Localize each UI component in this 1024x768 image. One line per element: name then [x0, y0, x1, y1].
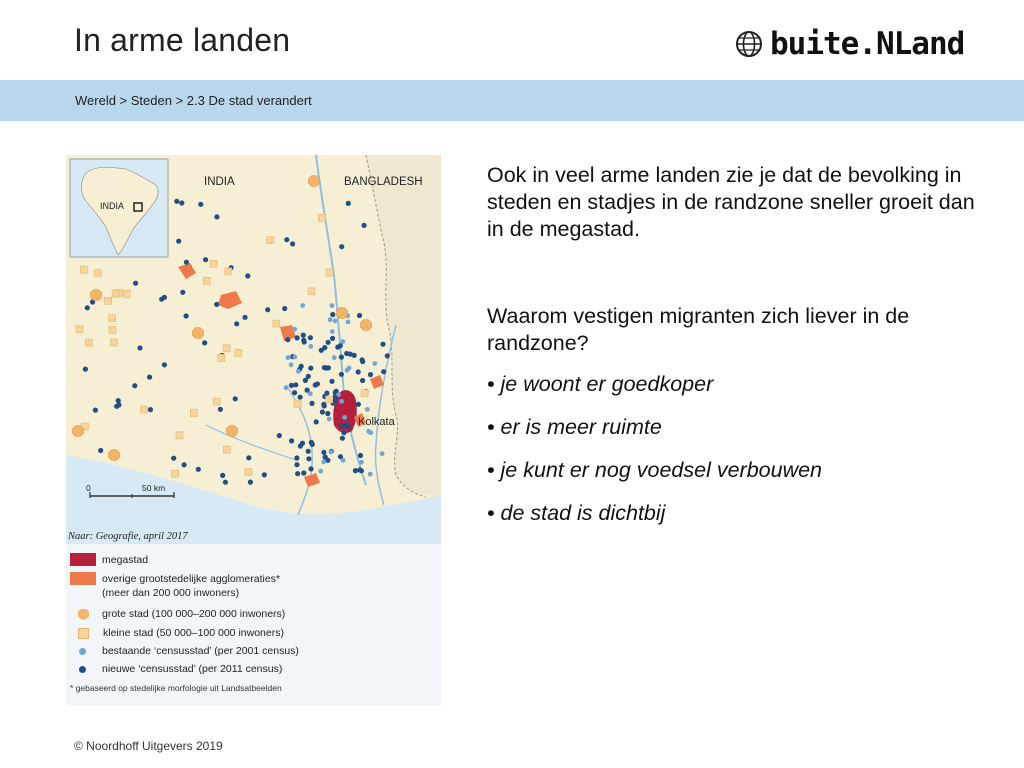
- census-town-new: [308, 366, 313, 371]
- census-town-existing: [330, 329, 335, 334]
- census-town-new: [313, 382, 318, 387]
- small-town: [110, 339, 117, 346]
- legend-bestaande-census: [70, 645, 299, 657]
- large-town: [91, 290, 102, 301]
- census-town-new: [179, 200, 184, 205]
- census-town-new: [295, 471, 300, 476]
- brand-logo[interactable]: [734, 26, 964, 62]
- census-town-new: [116, 398, 121, 403]
- census-town-new: [339, 244, 344, 249]
- large-town: [309, 176, 320, 187]
- small-town: [225, 268, 232, 275]
- census-town-new: [341, 430, 346, 435]
- census-town-new: [214, 302, 219, 307]
- census-town-new: [339, 372, 344, 377]
- census-town-new: [335, 345, 340, 350]
- small-town: [105, 297, 112, 304]
- breadcrumb[interactable]: Wereld > Steden > 2.3 De stad verandert: [75, 93, 312, 108]
- census-town-new: [132, 383, 137, 388]
- legend-kleine-stad: [70, 627, 284, 639]
- census-town-new: [284, 237, 289, 242]
- small-town: [123, 290, 130, 297]
- dot-icon: [79, 666, 86, 673]
- legend-agglomeration-sub: [102, 587, 239, 599]
- census-town-existing: [359, 460, 364, 465]
- dot-icon: [79, 648, 86, 655]
- legend-agglomeration: [70, 572, 280, 585]
- census-town-existing: [339, 399, 344, 404]
- census-town-new: [233, 396, 238, 401]
- legend-grote-stad: [70, 608, 285, 620]
- small-town: [308, 288, 315, 295]
- census-town-new: [314, 419, 319, 424]
- census-town-new: [133, 281, 138, 286]
- kolkata-map: [66, 155, 441, 706]
- census-town-existing: [308, 344, 313, 349]
- census-town-new: [380, 342, 385, 347]
- small-town: [94, 270, 101, 277]
- census-town-existing: [342, 415, 347, 420]
- small-town: [235, 349, 242, 356]
- census-town-new: [285, 337, 290, 342]
- breadcrumb-bar: [0, 80, 1024, 121]
- census-town-new: [246, 455, 251, 460]
- small-town: [223, 446, 230, 453]
- legend-nieuwe-census: [70, 663, 282, 675]
- large-town: [109, 450, 120, 461]
- map-legend: [66, 544, 441, 706]
- label-bangladesh: BANGLADESH: [344, 176, 423, 188]
- legend-label: kleine stad (50 000–100 000 inwoners): [103, 627, 284, 639]
- census-town-existing: [300, 303, 305, 308]
- label-india: INDIA: [204, 176, 235, 188]
- census-town-new: [301, 470, 306, 475]
- small-town: [294, 400, 301, 407]
- legend-label: nieuwe ‘censusstad’ (per 2011 census): [102, 663, 283, 675]
- label-kolkata: Kolkata: [358, 416, 395, 428]
- census-town-new: [182, 462, 187, 467]
- census-town-new: [248, 480, 253, 485]
- census-town-new: [346, 201, 351, 206]
- census-town-new: [198, 202, 203, 207]
- census-town-new: [330, 312, 335, 317]
- question-paragraph: Waarom vestigen migranten zich liever in de randzone?: [487, 304, 910, 355]
- census-town-new: [298, 443, 303, 448]
- census-town-new: [356, 402, 361, 407]
- census-town-existing: [327, 417, 332, 422]
- census-town-existing: [346, 320, 351, 325]
- census-town-new: [162, 362, 167, 367]
- census-town-new: [196, 467, 201, 472]
- map-graphic: [66, 155, 441, 544]
- small-town: [218, 354, 225, 361]
- census-town-new: [289, 438, 294, 443]
- census-town-existing: [368, 430, 373, 435]
- census-town-existing: [341, 458, 346, 463]
- square-icon: [78, 628, 89, 639]
- census-town-new: [353, 468, 358, 473]
- small-town: [267, 237, 274, 244]
- census-town-existing: [347, 366, 352, 371]
- legend-megastad: [70, 553, 148, 566]
- census-town-existing: [318, 469, 323, 474]
- census-town-new: [320, 409, 325, 414]
- census-town-existing: [333, 318, 338, 323]
- census-town-new: [290, 241, 295, 246]
- legend-label: overige grootstedelijke agglomeraties*: [102, 572, 281, 585]
- census-town-new: [262, 472, 267, 477]
- census-town-existing: [372, 361, 377, 366]
- census-town-new: [357, 467, 362, 472]
- legend-label: grote stad (100 000–200 000 inwoners): [102, 608, 286, 620]
- census-town-new: [98, 448, 103, 453]
- census-town-new: [203, 257, 208, 262]
- small-town: [109, 315, 116, 322]
- large-town: [361, 320, 372, 331]
- small-town: [172, 470, 179, 477]
- census-town-new: [321, 450, 326, 455]
- census-town-existing: [365, 407, 370, 412]
- census-town-new: [184, 313, 189, 318]
- large-town: [193, 328, 204, 339]
- census-town-new: [299, 364, 304, 369]
- bullet-item: • er is meer ruimte: [487, 415, 662, 439]
- census-town-existing: [308, 391, 313, 396]
- legend-label: (meer dan 200 000 inwoners): [102, 587, 240, 599]
- small-town: [273, 320, 280, 327]
- census-town-new: [340, 423, 345, 428]
- census-town-new: [360, 357, 365, 362]
- census-town-new: [218, 407, 223, 412]
- census-town-new: [176, 239, 181, 244]
- census-town-existing: [328, 317, 333, 322]
- census-town-new: [326, 340, 331, 345]
- census-town-new: [358, 453, 363, 458]
- small-town: [112, 290, 119, 297]
- intro-paragraph: Ook in veel arme landen zie je dat de bevolking in steden en stadjes in de randzone sneller groeit dan in de megastad.: [487, 163, 975, 241]
- census-town-new: [298, 395, 303, 400]
- census-town-new: [202, 340, 207, 345]
- census-town-new: [85, 305, 90, 310]
- census-town-existing: [321, 459, 326, 464]
- census-town-new: [147, 375, 152, 380]
- census-town-existing: [329, 450, 334, 455]
- census-town-new: [362, 223, 367, 228]
- census-town-existing: [284, 385, 289, 390]
- legend-note: * gebaseerd op stedelijke morfologie uit Landsatbeelden: [70, 683, 282, 693]
- census-town-new: [333, 398, 338, 403]
- small-town: [361, 390, 368, 397]
- small-town: [326, 396, 333, 403]
- bullet-item: • je kunt er nog voedsel verbouwen: [487, 458, 823, 482]
- page-title: In arme landen: [74, 22, 291, 58]
- census-town-new: [180, 290, 185, 295]
- census-town-new: [162, 295, 167, 300]
- census-town-new: [319, 348, 324, 353]
- census-town-new: [340, 436, 345, 441]
- census-town-new: [368, 372, 373, 377]
- label-inset-india: INDIA: [100, 201, 125, 211]
- large-town: [73, 426, 84, 437]
- census-town-new: [309, 401, 314, 406]
- census-town-new: [381, 369, 386, 374]
- census-town-new: [309, 440, 314, 445]
- census-town-new: [301, 338, 306, 343]
- scale-end: 50 km: [142, 483, 166, 493]
- census-town-new: [93, 408, 98, 413]
- census-town-new: [357, 313, 362, 318]
- census-town-existing: [292, 355, 297, 360]
- census-town-existing: [336, 392, 341, 397]
- census-town-new: [324, 391, 329, 396]
- census-town-new: [277, 433, 282, 438]
- census-town-new: [294, 455, 299, 460]
- census-town-new: [137, 345, 142, 350]
- census-town-new: [303, 378, 308, 383]
- census-town-new: [360, 378, 365, 383]
- octagon-icon: [78, 609, 89, 620]
- small-town: [141, 406, 148, 413]
- small-town: [326, 269, 333, 276]
- census-town-new: [242, 315, 247, 320]
- census-town-new: [306, 456, 311, 461]
- census-town-new: [294, 462, 299, 467]
- census-town-new: [345, 422, 350, 427]
- census-town-existing: [332, 355, 337, 360]
- census-town-new: [356, 369, 361, 374]
- census-town-new: [385, 353, 390, 358]
- census-town-existing: [368, 472, 373, 477]
- census-town-new: [214, 214, 219, 219]
- census-town-existing: [292, 327, 297, 332]
- agglomeration-swatch: [70, 572, 96, 585]
- legend-label: bestaande ‘censusstad’ (per 2001 census): [102, 645, 299, 657]
- census-town-new: [301, 333, 306, 338]
- census-town-existing: [286, 355, 291, 360]
- census-town-new: [324, 365, 329, 370]
- small-town: [223, 345, 230, 352]
- logo-text: buite.NLand: [770, 26, 965, 62]
- census-town-new: [220, 473, 225, 478]
- small-town: [176, 432, 183, 439]
- census-town-new: [308, 466, 313, 471]
- census-town-new: [330, 336, 335, 341]
- census-town-new: [348, 352, 353, 357]
- small-town: [210, 260, 217, 267]
- census-town-new: [282, 306, 287, 311]
- scale-zero: 0: [86, 483, 91, 493]
- small-town: [109, 327, 116, 334]
- small-town: [85, 339, 92, 346]
- census-town-existing: [289, 362, 294, 367]
- small-town: [245, 469, 252, 476]
- census-town-new: [83, 367, 88, 372]
- census-town-existing: [380, 451, 385, 456]
- small-town: [203, 277, 210, 284]
- bullet-item: • de stad is dichtbij: [487, 501, 666, 525]
- census-town-new: [295, 335, 300, 340]
- census-town-new: [325, 411, 330, 416]
- small-town: [80, 266, 87, 273]
- census-town-new: [184, 260, 189, 265]
- census-town-existing: [296, 369, 301, 374]
- bullet-item: • je woont er goedkoper: [487, 372, 714, 396]
- census-town-new: [329, 379, 334, 384]
- map-source: Naar: Geografie, april 2017: [68, 531, 188, 542]
- copyright-footer: © Noordhoff Uitgevers 2019: [74, 739, 223, 753]
- globe-icon: [734, 29, 764, 59]
- megastad-swatch: [70, 553, 96, 566]
- census-town-new: [265, 307, 270, 312]
- small-town: [190, 410, 197, 417]
- census-town-new: [223, 480, 228, 485]
- census-town-new: [245, 273, 250, 278]
- large-town: [337, 308, 348, 319]
- census-town-existing: [330, 303, 335, 308]
- census-town-new: [148, 407, 153, 412]
- census-town-new: [292, 390, 297, 395]
- census-town-new: [339, 355, 344, 360]
- census-town-new: [171, 456, 176, 461]
- small-town: [76, 326, 83, 333]
- small-town: [213, 398, 220, 405]
- census-town-existing: [341, 339, 346, 344]
- census-town-new: [308, 335, 313, 340]
- census-town-new: [174, 199, 179, 204]
- census-town-new: [234, 321, 239, 326]
- census-town-new: [306, 449, 311, 454]
- legend-label: megastad: [102, 553, 149, 566]
- census-town-new: [293, 382, 298, 387]
- small-town: [318, 214, 325, 221]
- large-town: [227, 426, 238, 437]
